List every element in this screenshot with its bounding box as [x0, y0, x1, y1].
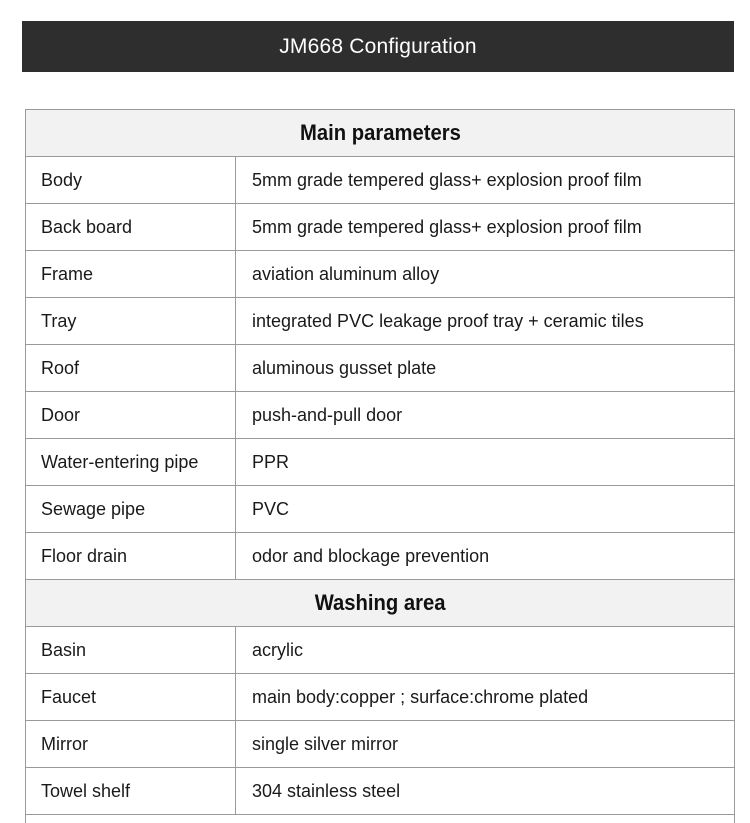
section-header-main-parameters	[26, 110, 735, 157]
row-value: PVC	[236, 486, 735, 532]
row-label: Tray	[26, 298, 236, 344]
row-label: Back board	[26, 204, 236, 250]
row-value: single silver mirror	[236, 721, 735, 767]
row-value: push-and-pull door	[236, 392, 735, 438]
row-label: Frame	[26, 251, 236, 297]
row-label: Towel shelf	[26, 768, 236, 814]
row-value: 304 stainless steel	[236, 768, 735, 814]
table-row	[26, 533, 735, 580]
table-continuation	[26, 815, 735, 823]
section-title: Main parameters	[299, 120, 461, 145]
table-row	[26, 251, 735, 298]
row-value: 5mm grade tempered glass+ explosion proof film	[236, 204, 735, 250]
table-row	[26, 674, 735, 721]
row-value: aviation aluminum alloy	[236, 251, 735, 297]
table-row	[26, 157, 735, 204]
table-row	[26, 345, 735, 392]
row-label: Door	[26, 392, 236, 438]
table-row	[26, 298, 735, 345]
row-value: acrylic	[236, 627, 735, 673]
section-title: Washing area	[314, 590, 446, 615]
row-value: odor and blockage prevention	[236, 533, 735, 579]
row-value: aluminous gusset plate	[236, 345, 735, 391]
row-label: Mirror	[26, 721, 236, 767]
row-value: main body:copper ; surface:chrome plated	[236, 674, 735, 720]
table-row	[26, 486, 735, 533]
row-label: Basin	[26, 627, 236, 673]
table-row	[26, 768, 735, 815]
row-label: Body	[26, 157, 236, 203]
section-header-washing-area	[26, 580, 735, 627]
row-value: PPR	[236, 439, 735, 485]
row-label: Water-entering pipe	[26, 439, 236, 485]
page-title-bar	[22, 21, 734, 72]
page-title: JM668 Configuration	[279, 34, 477, 58]
table-row	[26, 439, 735, 486]
row-label: Sewage pipe	[26, 486, 236, 532]
spec-table	[25, 109, 735, 823]
row-label: Roof	[26, 345, 236, 391]
table-row	[26, 721, 735, 768]
row-label: Faucet	[26, 674, 236, 720]
row-value: 5mm grade tempered glass+ explosion proof film	[236, 157, 735, 203]
row-label: Floor drain	[26, 533, 236, 579]
table-row	[26, 392, 735, 439]
table-row	[26, 204, 735, 251]
table-row	[26, 627, 735, 674]
row-value: integrated PVC leakage proof tray + ceramic tiles	[236, 298, 735, 344]
